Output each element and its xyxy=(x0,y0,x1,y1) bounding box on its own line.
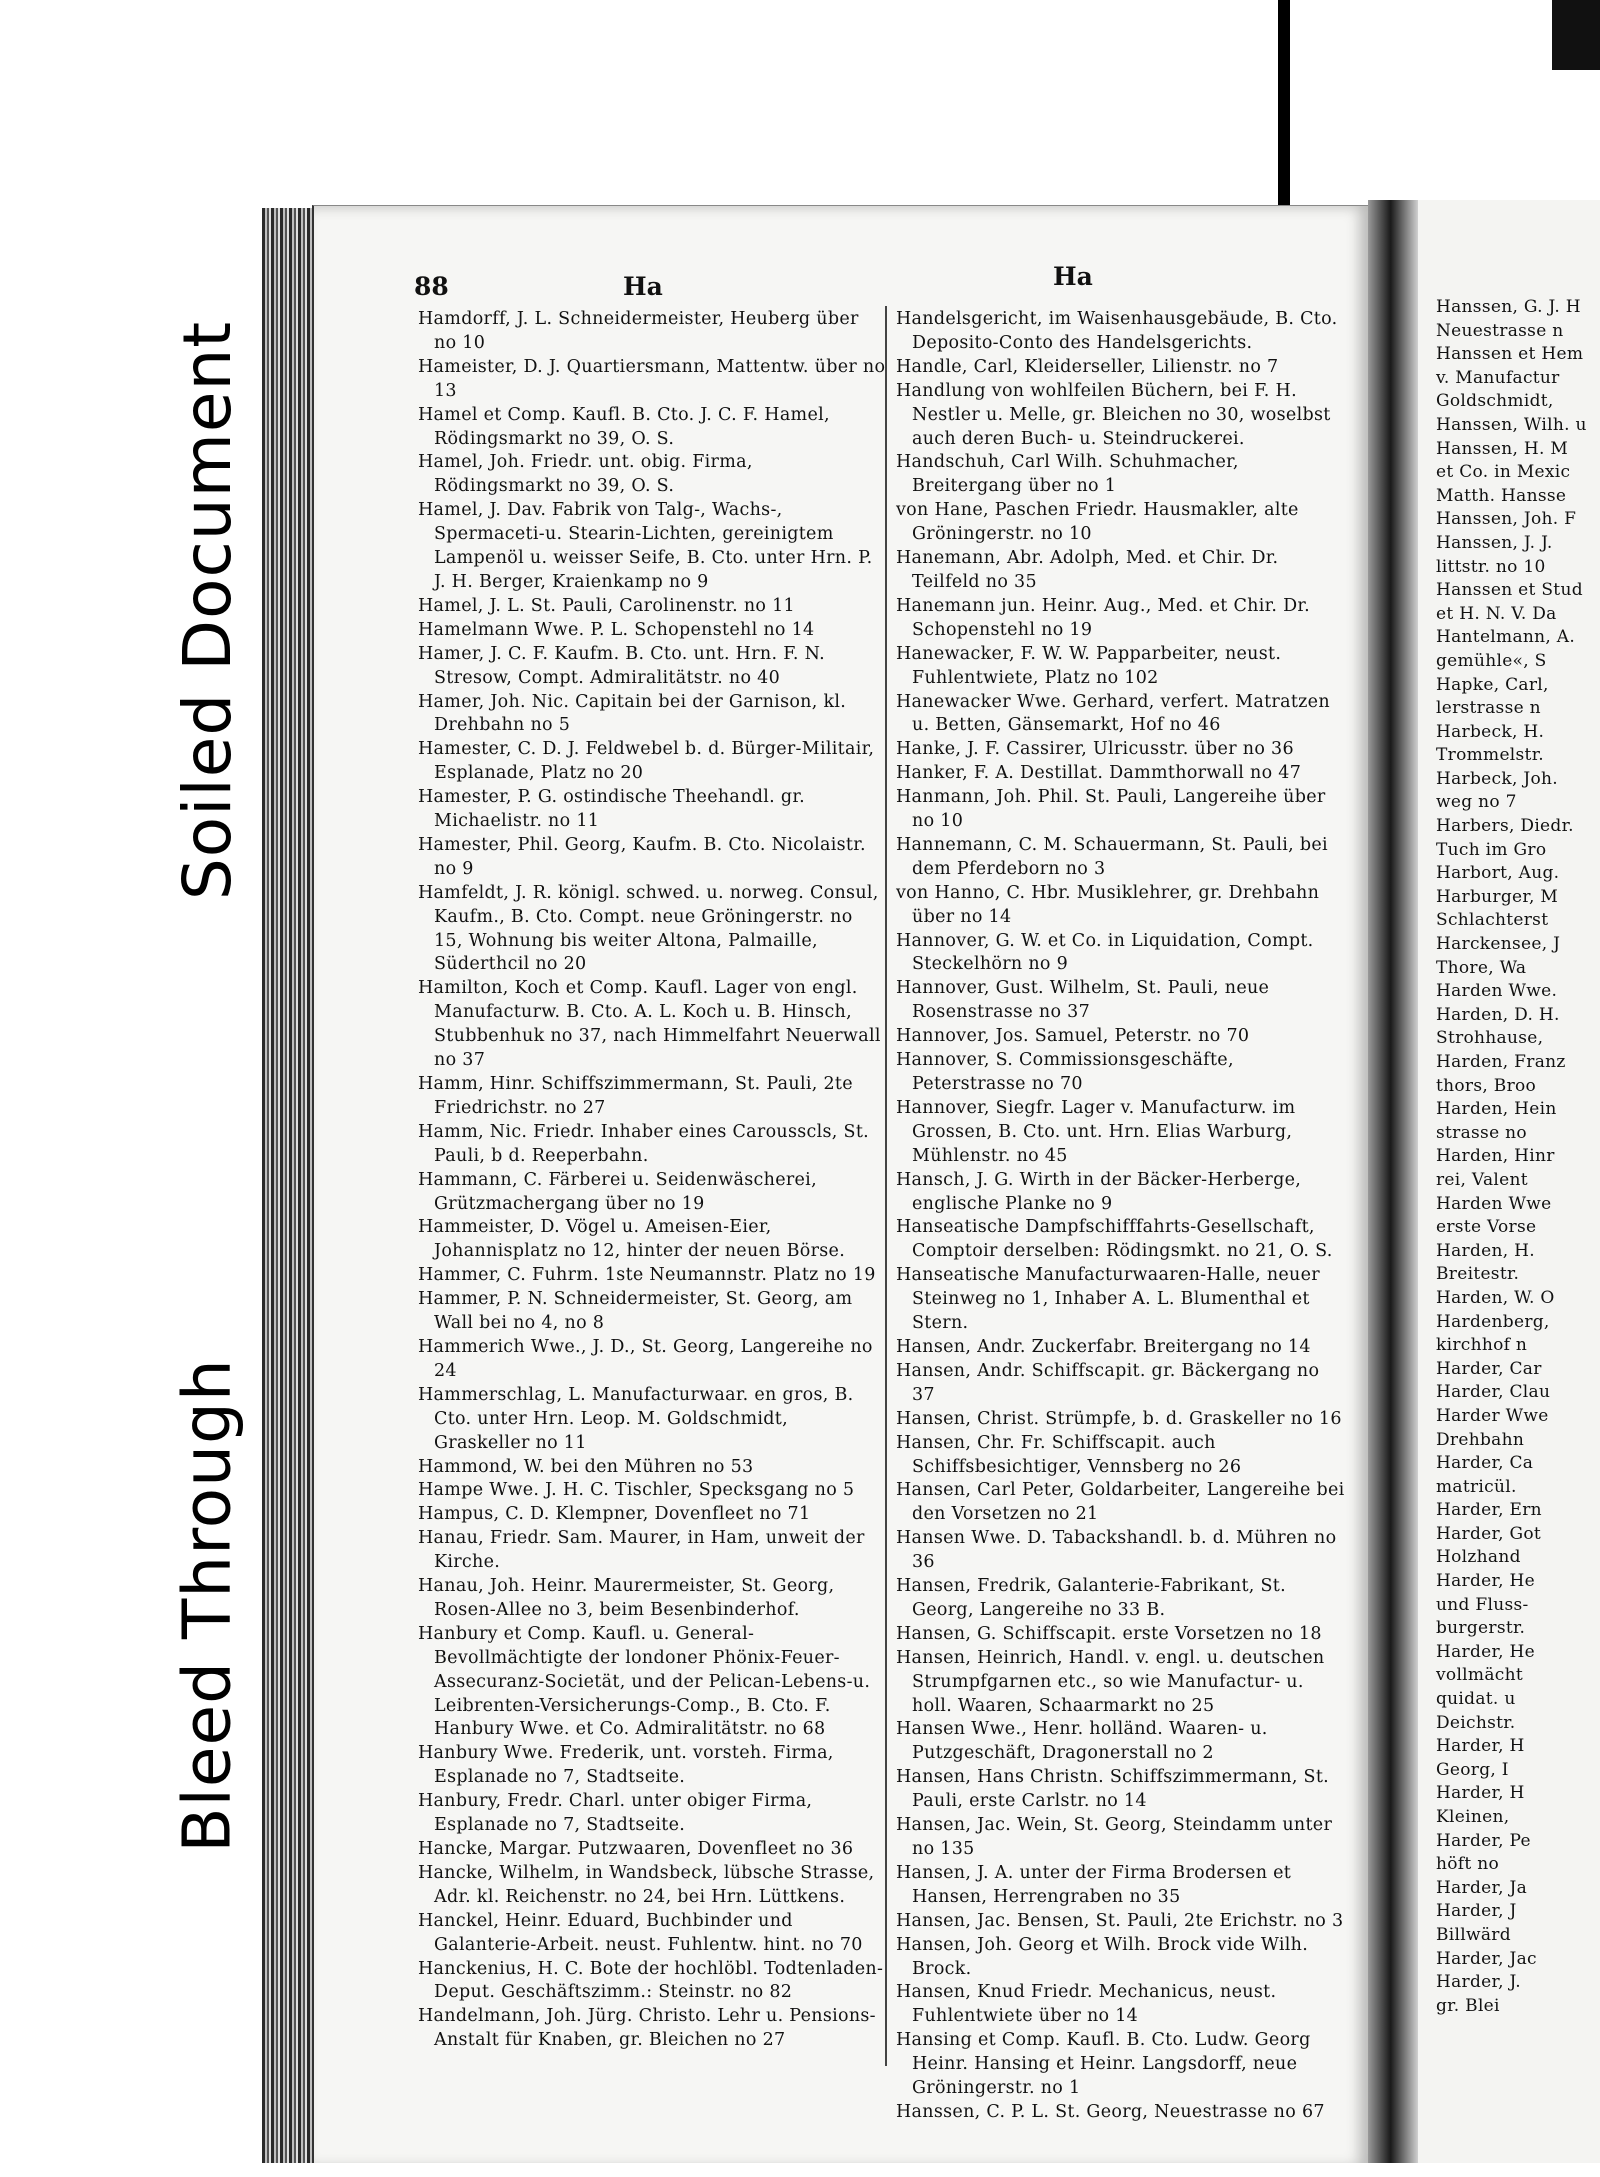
directory-entry: Hansen, Joh. Georg et Wilh. Brock vide Wilh. Brock. xyxy=(896,1934,1309,1979)
directory-entry: Hansen Wwe., Henr. holländ. Waaren- u. Putzgeschäft, Dragonerstall no 2 xyxy=(896,1719,1268,1764)
directory-entry: Harden, W. O xyxy=(1436,1287,1555,1308)
directory-entry: quidat. u xyxy=(1436,1689,1516,1710)
directory-entry: Harbeck, H. xyxy=(1436,721,1545,742)
corner-black-tab xyxy=(1552,0,1600,70)
directory-entry: Drehbahn xyxy=(1436,1429,1525,1450)
directory-entry: Hanckenius, H. C. Bote der hochlöbl. Todtenladen-Deput. Geschäftszimm.: Steinstr. no 82 xyxy=(418,1958,884,2003)
directory-entry: Hanssen, G. J. H xyxy=(1436,297,1581,317)
directory-entry: Harder, He xyxy=(1436,1571,1535,1592)
directory-entry: Hanker, F. A. Destillat. Dammthorwall no 47 xyxy=(896,763,1302,784)
directory-entry: Hannemann, C. M. Schauermann, St. Pauli, bei dem Pferdeborn no 3 xyxy=(896,834,1328,879)
directory-entry: Hannover, S. Commissionsgeschäfte, Peterstrasse no 70 xyxy=(896,1050,1234,1094)
directory-entry: Hanssen, Joh. F xyxy=(1436,509,1577,530)
directory-entry: Hansen, Hans Christn. Schiffszimmermann, St. Pauli, erste Carlstr. no 14 xyxy=(896,1767,1330,1812)
directory-entry: Hancke, Wilhelm, in Wandsbeck, lübsche Strasse, Adr. kl. Reichenstr. no 24, bei Hrn. Lüttkens. xyxy=(418,1862,875,1907)
directory-entry: Handle, Carl, Kleiderseller, Lilienstr. no 7 xyxy=(896,356,1279,377)
directory-entry: Hamfeldt, J. R. königl. schwed. u. norweg. Consul, Kaufm., B. Cto. Compt. neue Gröningerstr. no 15, Wohnung bis weiter Altona, Palmaille, Süderthcil no 20 xyxy=(418,882,879,975)
directory-entry: gr. Blei xyxy=(1436,1995,1500,2016)
directory-entry: Hammond, W. bei den Mühren no 53 xyxy=(418,1456,754,1477)
page-number: 88 xyxy=(414,272,449,301)
directory-entry: Billwärd xyxy=(1436,1924,1511,1945)
directory-entry: Hansen, Knud Friedr. Mechanicus, neust. Fuhlentwiete über no 14 xyxy=(896,1982,1277,2027)
bleed-through-label: Bleed Through xyxy=(169,1357,246,1853)
directory-entry: Harden, Hein xyxy=(1436,1099,1557,1120)
soiled-document-label: Soiled Document xyxy=(169,320,247,900)
directory-entry: matricül. xyxy=(1436,1476,1517,1497)
directory-entry: Tuch im Gro xyxy=(1436,839,1547,860)
directory-entry: Hamer, Joh. Nic. Capitain bei der Garnison, kl. Drehbahn no 5 xyxy=(418,691,847,736)
directory-entry: Hansing et Comp. Kaufl. B. Cto. Ludw. Georg Heinr. Hansing et Heinr. Langsdorff, neue Gröningerstr. no 1 xyxy=(896,2030,1311,2099)
directory-entry: thors, Broo xyxy=(1436,1075,1537,1096)
directory-entry: Hansen, J. A. unter der Firma Brodersen et Hansen, Herrengraben no 35 xyxy=(896,1862,1292,1907)
directory-entry: Hanke, J. F. Cassirer, Ulricusstr. über no 36 xyxy=(896,739,1294,760)
directory-entry: Harder, He xyxy=(1436,1641,1535,1662)
directory-entry: Hamel et Comp. Kaufl. B. Cto. J. C. F. Hamel, Rödingsmarkt no 39, O. S. xyxy=(418,404,830,449)
directory-entry: Harder, Ja xyxy=(1436,1877,1528,1898)
directory-entry: Thore, Wa xyxy=(1436,957,1527,978)
directory-entry: Strohhause, xyxy=(1436,1028,1544,1049)
directory-entry: rei, Valent xyxy=(1436,1169,1528,1190)
directory-entry: Trommelstr. xyxy=(1436,745,1544,766)
directory-entry: Hantelmann, A. xyxy=(1436,627,1576,648)
directory-entry: Harder Wwe xyxy=(1436,1405,1549,1426)
directory-entry: Neuestrasse n xyxy=(1436,320,1564,341)
directory-entry: Hanckel, Heinr. Eduard, Buchbinder und Galanterie-Arbeit. neust. Fuhlentw. hint. no 70 xyxy=(418,1910,863,1955)
directory-entry: Hanssen et Hem xyxy=(1436,344,1584,365)
directory-entry: Harbers, Diedr. xyxy=(1436,816,1574,837)
directory-entry: Hamel, Joh. Friedr. unt. obig. Firma, Rödingsmarkt no 39, O. S. xyxy=(418,452,753,497)
directory-entry: von Hane, Paschen Friedr. Hausmakler, alte Gröningerstr. no 10 xyxy=(896,500,1299,545)
directory-entry: Hamester, Phil. Georg, Kaufm. B. Cto. Nicolaistr. no 9 xyxy=(418,834,866,879)
directory-entry: Hammer, P. N. Schneidermeister, St. Georg, am Wall bei no 4, no 8 xyxy=(418,1289,853,1334)
directory-entry: Hanssen, J. J. xyxy=(1436,532,1553,553)
right-page-column xyxy=(1436,296,1600,2018)
directory-entry: Harder, Jac xyxy=(1436,1948,1537,1969)
directory-entry: Hammerschlag, L. Manufacturwaar. en gros, B. Cto. unter Hrn. Leop. M. Goldschmidt, Graskeller no 11 xyxy=(418,1384,854,1453)
directory-entry: Hanssen et Stud xyxy=(1436,580,1583,601)
directory-entry: Goldschmidt, xyxy=(1436,391,1554,412)
directory-entry: Hanseatische Dampfschifffahrts-Gesellschaft, Comptoir derselben: Rödingsmkt. no 21, O. S. xyxy=(896,1217,1333,1262)
soiled-document-stamp xyxy=(150,310,265,910)
directory-entry: Hanssen, Wilh. u xyxy=(1436,414,1587,435)
directory-entry: Hansen, G. Schiffscapit. erste Vorsetzen no 18 xyxy=(896,1623,1322,1644)
directory-entry: Hamester, P. G. ostindische Theehandl. gr. Michaelistr. no 11 xyxy=(418,787,805,832)
directory-entry: Harder, Pe xyxy=(1436,1830,1531,1851)
directory-entry: Hansen, Chr. Fr. Schiffscapit. auch Schiffsbesichtiger, Vennsberg no 26 xyxy=(896,1432,1242,1477)
directory-entry: Hardenberg, xyxy=(1436,1311,1550,1332)
directory-entry: Hammeister, D. Vögel u. Ameisen-Eier, Johannisplatz no 12, hinter der neuen Börse. xyxy=(418,1217,846,1262)
directory-entry: Harder, H xyxy=(1436,1783,1525,1804)
directory-entry: Hampe Wwe. J. H. C. Tischler, Specksgang no 5 xyxy=(418,1480,855,1501)
running-head-left: Ha xyxy=(623,272,663,301)
directory-entry: Hansen, Fredrik, Galanterie-Fabrikant, St. Georg, Langereihe no 33 B. xyxy=(896,1576,1286,1620)
directory-entry: Hanemann, Abr. Adolph, Med. et Chir. Dr. Teilfeld no 35 xyxy=(896,548,1279,592)
directory-entry: et Co. in Mexic xyxy=(1436,462,1571,483)
directory-entry: Hansen, Andr. Schiffscapit. gr. Bäckergang no 37 xyxy=(896,1360,1320,1405)
directory-entry: Hanbury, Fredr. Charl. unter obiger Firma, Esplanade no 7, Stadtseite. xyxy=(418,1791,813,1836)
directory-entry: Hamel, J. Dav. Fabrik von Talg-, Wachs-, Spermaceti-u. Stearin-Lichten, gereinigtem Lampenöl u. weisser Seife, B. Cto. unter Hrn. P. J. H. Berger, Kraienkamp no 9 xyxy=(418,500,873,592)
directory-entry: Hanssen, H. M xyxy=(1436,438,1569,459)
directory-entry: Harburger, M xyxy=(1436,886,1559,907)
directory-entry: Harder, H xyxy=(1436,1736,1525,1757)
middle-column xyxy=(896,308,1346,2125)
directory-entry: Hansen Wwe. D. Tabackshandl. b. d. Mühren no 36 xyxy=(896,1528,1337,1573)
directory-entry: vollmächt xyxy=(1436,1665,1523,1686)
directory-entry: und Fluss- xyxy=(1436,1594,1529,1615)
directory-entry: Hamer, J. C. F. Kaufm. B. Cto. unt. Hrn. F. N. Stresow, Compt. Admiralitätstr. no 40 xyxy=(418,643,825,688)
directory-entry: Harbort, Aug. xyxy=(1436,863,1560,884)
directory-entry: Schlachterst xyxy=(1436,910,1549,931)
directory-entry: Holzhand xyxy=(1436,1547,1521,1568)
directory-entry: Hammer, C. Fuhrm. 1ste Neumannstr. Platz no 19 xyxy=(418,1265,876,1286)
running-head-middle: Ha xyxy=(1053,262,1093,291)
directory-entry: Harder, Car xyxy=(1436,1358,1542,1379)
directory-entry: Handelsgericht, im Waisenhausgebäude, B. Cto. Deposito-Conto des Handelsgerichts. xyxy=(896,309,1338,353)
directory-entry: Hammerich Wwe., J. D., St. Georg, Langereihe no 24 xyxy=(418,1336,873,1381)
directory-entry: Hapke, Carl, xyxy=(1436,674,1549,695)
directory-entry: Hannover, G. W. et Co. in Liquidation, Compt. Steckelhörn no 9 xyxy=(896,930,1314,975)
directory-entry: von Hanno, C. Hbr. Musiklehrer, gr. Drehbahn über no 14 xyxy=(896,882,1320,927)
directory-entry: Harden, Franz xyxy=(1436,1052,1566,1072)
directory-entry: Harden, Hinr xyxy=(1436,1146,1555,1167)
directory-entry: et H. N. V. Da xyxy=(1436,603,1557,624)
directory-entry: Hansen, Heinrich, Handl. v. engl. u. deutschen Strumpfgarnen etc., so wie Manufactur- u. holl. Waaren, Schaarmarkt no 25 xyxy=(896,1647,1325,1716)
directory-entry: gemühle«, S xyxy=(1436,650,1547,671)
directory-entry: burgerstr. xyxy=(1436,1618,1526,1639)
directory-entry: Breitestr. xyxy=(1436,1264,1520,1285)
directory-entry: Harder, Ern xyxy=(1436,1500,1542,1521)
directory-entry: Harder, J. xyxy=(1436,1972,1521,1993)
directory-entry: Hannover, Gust. Wilhelm, St. Pauli, neue Rosenstrasse no 37 xyxy=(896,978,1270,1023)
bottom-margin xyxy=(312,2163,1600,2177)
directory-entry: Harden Wwe xyxy=(1436,1193,1552,1214)
directory-entry: Hanbury et Comp. Kaufl. u. General-Bevollmächtigte der londoner Phönix-Feuer-Assecuranz-Societät, und der Pelican-Lebens-u. Leibrenten-Versicherungs-Comp., B. Cto. F. Hanbury Wwe. et Co. Admiralitätstr. no 68 xyxy=(418,1623,871,1740)
bleed-through-stamp xyxy=(150,1330,265,1880)
directory-entry: Harder, J xyxy=(1436,1901,1517,1922)
directory-entry: Hanbury Wwe. Frederik, unt. vorsteh. Firma, Esplanade no 7, Stadtseite. xyxy=(418,1743,834,1788)
directory-entry: kirchhof n xyxy=(1436,1335,1528,1356)
directory-entry: Handschuh, Carl Wilh. Schuhmacher, Breitergang über no 1 xyxy=(896,452,1239,497)
directory-entry: Hannover, Siegfr. Lager v. Manufacturw. im Grossen, B. Cto. unt. Hrn. Elias Warburg, Mühlenstr. no 45 xyxy=(896,1097,1296,1166)
directory-entry: Harden, H. xyxy=(1436,1240,1536,1261)
directory-entry: erste Vorse xyxy=(1436,1217,1537,1238)
directory-entry: Matth. Hansse xyxy=(1436,485,1567,506)
directory-entry: Georg, I xyxy=(1436,1759,1509,1780)
directory-entry: Harder, Clau xyxy=(1436,1382,1551,1403)
directory-entry: Hanau, Friedr. Sam. Maurer, in Ham, unweit der Kirche. xyxy=(418,1528,865,1573)
directory-entry: Hamester, C. D. J. Feldwebel b. d. Bürger-Militair, Esplanade, Platz no 20 xyxy=(418,739,875,784)
directory-entry: lerstrasse n xyxy=(1436,698,1541,719)
top-black-mark xyxy=(1278,0,1290,215)
directory-entry: höft no xyxy=(1436,1854,1499,1875)
directory-entry: Hannover, Jos. Samuel, Peterstr. no 70 xyxy=(896,1026,1250,1047)
directory-entry: Hamm, Hinr. Schiffszimmermann, St. Pauli, 2te Friedrichstr. no 27 xyxy=(418,1074,853,1118)
directory-entry: Hanemann jun. Heinr. Aug., Med. et Chir. Dr. Schopenstehl no 19 xyxy=(896,595,1311,640)
directory-entry: Hammann, C. Färberei u. Seidenwäscherei, Grützmachergang über no 19 xyxy=(418,1169,817,1214)
directory-entry: Hamdorff, J. L. Schneidermeister, Heuberg über no 10 xyxy=(418,309,859,353)
directory-entry: Harder, Ca xyxy=(1436,1453,1534,1474)
directory-entry: Hanmann, Joh. Phil. St. Pauli, Langereihe über no 10 xyxy=(896,787,1326,832)
directory-entry: Harder, Got xyxy=(1436,1523,1542,1544)
directory-entry: Harbeck, Joh. xyxy=(1436,768,1558,789)
directory-entry: Hansen, Jac. Wein, St. Georg, Steindamm unter no 135 xyxy=(896,1815,1333,1859)
directory-entry: Hansen, Jac. Bensen, St. Pauli, 2te Erichstr. no 3 xyxy=(896,1910,1344,1931)
directory-entry: Kleinen, xyxy=(1436,1807,1510,1827)
directory-entry: Harckensee, J xyxy=(1436,934,1561,955)
directory-entry: strasse no xyxy=(1436,1122,1527,1143)
left-column xyxy=(418,308,886,2053)
directory-entry: Hanewacker, F. W. W. Papparbeiter, neust. Fuhlentwiete, Platz no 102 xyxy=(896,643,1282,688)
directory-entry: Hanseatische Manufacturwaaren-Halle, neuer Steinweg no 1, Inhaber A. L. Blumenthal et Stern. xyxy=(896,1265,1320,1334)
directory-entry: Hansch, J. G. Wirth in der Bäcker-Herberge, englische Planke no 9 xyxy=(896,1169,1302,1214)
directory-entry: Hampus, C. D. Klempner, Dovenfleet no 71 xyxy=(418,1504,811,1525)
directory-entry: Handelmann, Joh. Jürg. Christo. Lehr u. Pensions-Anstalt für Knaben, gr. Bleichen no 27 xyxy=(418,2006,876,2051)
directory-entry: Hancke, Margar. Putzwaaren, Dovenfleet no 36 xyxy=(418,1839,854,1859)
directory-entry: v. Manufactur xyxy=(1436,367,1560,388)
directory-entry: Handlung von wohlfeilen Büchern, bei F. H. Nestler u. Melle, gr. Bleichen no 30, woselbst auch deren Buch- u. Steindruckerei. xyxy=(896,380,1331,449)
directory-entry: Hamm, Nic. Friedr. Inhaber eines Carousscls, St. Pauli, b d. Reeperbahn. xyxy=(418,1121,870,1166)
directory-entry: littstr. no 10 xyxy=(1436,556,1546,577)
book-gutter xyxy=(1368,200,1418,2170)
book-page-edges xyxy=(262,208,314,2163)
directory-entry: Hamelmann Wwe. P. L. Schopenstehl no 14 xyxy=(418,619,815,640)
directory-entry: Hansen, Christ. Strümpfe, b. d. Graskeller no 16 xyxy=(896,1408,1342,1429)
directory-entry: Hansen, Carl Peter, Goldarbeiter, Langereihe bei den Vorsetzen no 21 xyxy=(896,1480,1345,1525)
directory-entry: Deichstr. xyxy=(1436,1712,1516,1733)
directory-entry: Hamilton, Koch et Comp. Kaufl. Lager von engl. Manufacturw. B. Cto. A. L. Koch u. B. Hinsch, Stubbenhuk no 37, nach Himmelfahrt Neuerwall no 37 xyxy=(418,978,881,1071)
directory-entry: Hameister, D. J. Quartiersmann, Mattentw. über no 13 xyxy=(418,356,886,401)
directory-entry: Hanau, Joh. Heinr. Maurermeister, St. Georg, Rosen-Allee no 3, beim Besenbinderhof. xyxy=(418,1576,835,1620)
directory-entry: Hansen, Andr. Zuckerfabr. Breitergang no 14 xyxy=(896,1336,1311,1357)
directory-entry: Hamel, J. L. St. Pauli, Carolinenstr. no 11 xyxy=(418,595,795,616)
directory-entry: Hanewacker Wwe. Gerhard, verfert. Matratzen u. Betten, Gänsemarkt, Hof no 46 xyxy=(896,691,1330,736)
directory-entry: weg no 7 xyxy=(1436,792,1517,813)
directory-entry: Hanssen, C. P. L. St. Georg, Neuestrasse no 67 xyxy=(896,2101,1325,2122)
directory-entry: Harden, D. H. xyxy=(1436,1004,1560,1025)
directory-entry: Harden Wwe. xyxy=(1436,981,1558,1002)
